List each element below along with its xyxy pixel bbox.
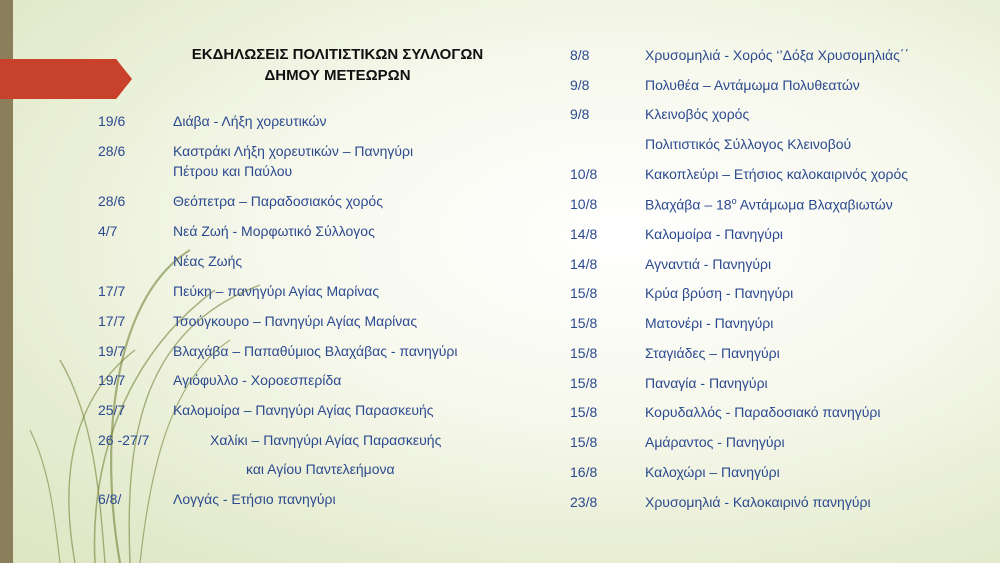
event-description: Καλοχώρι – Πανηγύρι bbox=[645, 464, 780, 480]
event-description: Πολυθέα – Αντάμωμα Πολυθεατών bbox=[645, 77, 860, 93]
event-date: 28/6 bbox=[98, 193, 126, 209]
event-description: Αγναντιά - Πανηγύρι bbox=[645, 256, 772, 272]
event-description: Παναγία - Πανηγύρι bbox=[645, 375, 768, 391]
event-date: 15/8 bbox=[570, 404, 598, 420]
event-date: 28/6 bbox=[98, 143, 126, 159]
event-description: Χαλίκι – Πανηγύρι Αγίας Παρασκευής bbox=[210, 432, 442, 448]
event-date: 14/8 bbox=[570, 226, 598, 242]
event-date: 17/7 bbox=[98, 283, 126, 299]
event-date: 10/8 bbox=[570, 196, 598, 212]
event-date: 9/8 bbox=[570, 77, 590, 93]
title-line-1: ΕΚΔΗΛΩΣΕΙΣ ΠΟΛΙΤΙΣΤΙΚΩΝ ΣΥΛΛΟΓΩΝ bbox=[191, 46, 484, 63]
event-description: Νεά Ζωή - Μορφωτικό Σύλλογος bbox=[173, 223, 375, 239]
event-date: 10/8 bbox=[570, 166, 598, 182]
title-line-2: ΔΗΜΟΥ ΜΕΤΕΩΡΩΝ bbox=[264, 67, 411, 84]
event-date: 15/8 bbox=[570, 315, 598, 331]
event-description: Ματονέρι - Πανηγύρι bbox=[645, 315, 774, 331]
event-description: Νέας Ζωής bbox=[173, 253, 243, 269]
event-description: Τσούγκουρο – Πανηγύρι Αγίας Μαρίνας bbox=[173, 313, 418, 329]
event-date: 25/7 bbox=[98, 402, 126, 418]
event-description: Χρυσομηλιά - Χορός ‘’Δόξα Χρυσομηλιάς΄΄ bbox=[645, 47, 910, 63]
event-description: Αμάραντος - Πανηγύρι bbox=[645, 434, 785, 450]
event-date: 6/8/ bbox=[98, 491, 122, 507]
event-description: Θεόπετρα – Παραδοσιακός χορός bbox=[173, 193, 383, 209]
event-description: Κλεινοβός χορός bbox=[645, 106, 750, 122]
event-date: 15/8 bbox=[570, 285, 598, 301]
event-description: Αγιόφυλλο - Χοροεσπερίδα bbox=[173, 372, 342, 388]
event-description: Βλαχάβα – Παπαθύμιος Βλαχάβας - πανηγύρι bbox=[173, 343, 458, 359]
event-description: Κρύα βρύση - Πανηγύρι bbox=[645, 285, 794, 301]
event-description: και Αγίου Παντελεήμονα bbox=[246, 461, 395, 477]
event-description: Πέτρου και Παύλου bbox=[173, 163, 293, 179]
event-description: Χρυσομηλιά - Καλοκαιρινό πανηγύρι bbox=[645, 494, 871, 510]
event-description: Πεύκη – πανηγύρι Αγίας Μαρίνας bbox=[173, 283, 380, 299]
event-date: 19/7 bbox=[98, 372, 126, 388]
event-description: Καλομοίρα – Πανηγύρι Αγίας Παρασκευής bbox=[173, 402, 434, 418]
event-date: 4/7 bbox=[98, 223, 118, 239]
event-date: 26 -27/7 bbox=[98, 432, 150, 448]
event-description: Σταγιάδες – Πανηγύρι bbox=[645, 345, 780, 361]
event-description: Λογγάς - Ετήσιο πανηγύρι bbox=[173, 491, 336, 507]
event-description: Κακοπλεύρι – Ετήσιος καλοκαιρινός χορός bbox=[645, 166, 908, 182]
event-description: Βλαχάβα – $18^o$ Αντάμωμα Βλαχαβιωτών bbox=[645, 196, 893, 213]
event-description: Καλομοίρα - Πανηγύρι bbox=[645, 226, 784, 242]
event-description: Πολιτιστικός Σύλλογος Κλεινοβού bbox=[645, 136, 852, 152]
event-date: 19/7 bbox=[98, 343, 126, 359]
slide-title bbox=[165, 44, 510, 86]
event-description: Κορυδαλλός - Παραδοσιακό πανηγύρι bbox=[645, 404, 881, 420]
event-date: 14/8 bbox=[570, 256, 598, 272]
event-date: 15/8 bbox=[570, 375, 598, 391]
event-date: 8/8 bbox=[570, 47, 590, 63]
event-description: Καστράκι Λήξη χορευτικών – Πανηγύρι bbox=[173, 143, 414, 159]
event-description: Διάβα - Λήξη χορευτικών bbox=[173, 113, 327, 129]
event-date: 23/8 bbox=[570, 494, 598, 510]
red-arrow-tab bbox=[0, 59, 132, 99]
event-date: 16/8 bbox=[570, 464, 598, 480]
event-date: 9/8 bbox=[570, 106, 590, 122]
event-date: 19/6 bbox=[98, 113, 126, 129]
event-date: 15/8 bbox=[570, 434, 598, 450]
event-date: 15/8 bbox=[570, 345, 598, 361]
event-date: 17/7 bbox=[98, 313, 126, 329]
